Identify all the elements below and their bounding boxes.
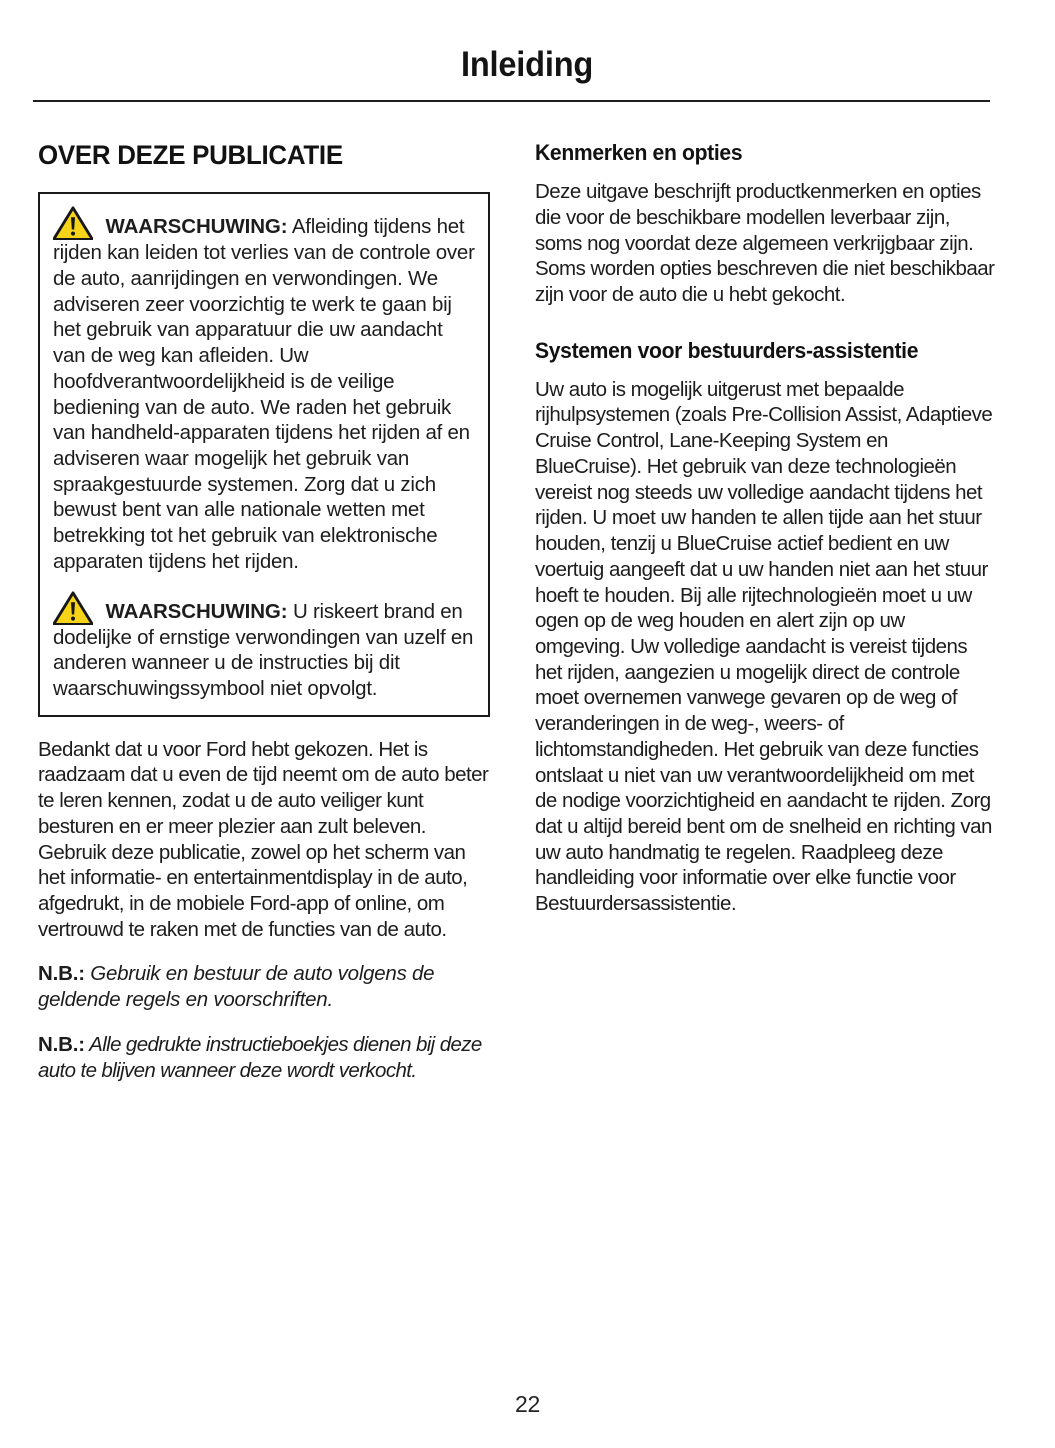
note-label: N.B.: — [38, 1032, 85, 1056]
sub-heading-kenmerken-en-opties: Kenmerken en opties — [535, 140, 743, 165]
page-footer — [0, 1391, 1055, 1418]
warning-text: Afleiding tijdens het rijden kan leiden tot verlies van de controle over de auto, aanrijdingen en verwondingen. We adviseren zeer voorzichtig te werk te gaan bij het gebruik van apparatuur die uw aandacht van de weg kan afleiden. Uw hoofdverantwoordelijkheid is de veilige bediening van de auto. We raden het gebruik van handheld-apparaten tijdens het rijden af en adviseren waar mogelijk het gebruik van spraakgestuurde systemen. Zorg dat u zich bewust bent van alle nationale wetten met betrekking tot het gebruik van elektronische apparaten tijdens het rijden. — [53, 215, 475, 573]
page-title: Inleiding — [461, 45, 594, 84]
warning-triangle-icon — [53, 206, 93, 240]
note-text: Alle gedrukte instructieboekjes dienen bij deze auto te blijven wanneer deze wordt verkocht. — [38, 1032, 482, 1082]
section-heading-over-deze-publicatie: OVER DEZE PUBLICATIE — [38, 140, 343, 170]
sub-heading-systemen-voor-bestuurdersassistentie: Systemen voor bestuurders-assistentie — [535, 337, 919, 363]
note-text: Gebruik en bestuur de auto volgens de geldende regels en voorschriften. — [38, 962, 435, 1012]
note-2 — [38, 1032, 490, 1083]
intro-paragraph: Bedankt dat u voor Ford hebt gekozen. Het is raadzaam dat u even de tijd neemt om de auto beter te leren kennen, zodat u de auto veiliger kunt besturen en er meer plezier aan zult beleven. Gebruik deze publicatie, zowel op het scherm van het informatie- en entertainmentdisplay in de auto, afgedrukt, in de mobiele Ford-app of online, om vertrouwd te raken met de functies van de auto. — [38, 737, 489, 941]
page-number: 22 — [515, 1391, 540, 1417]
warning-label: WAARSCHUWING: — [105, 215, 288, 239]
header-divider — [33, 100, 990, 102]
driver-assist-paragraph: Uw auto is mogelijk uitgerust met bepaalde rijhulpsystemen (zoals Pre-Collision Assist, Adaptieve Cruise Control, Lane-Keeping System en BlueCruise). Het gebruik van deze technologieën vereist nog steeds uw volledige aandacht tijdens het rijden. U moet uw handen te allen tijde aan het stuur houden, tenzij u BlueCruise actief bedient en uw voertuig aangeeft dat u uw handen niet aan het stuur hoeft te houden. Bij alle rijtechnologieën moet u uw ogen op de weg houden en alert zijn op uw omgeving. Uw volledige aandacht is vereist tijdens het rijden, aangezien u mogelijk direct de controle moet overnemen vanwege gevaren op de weg of veranderingen in de weg-, weers- of lichtomstandigheden. Het gebruik van deze functies ontslaat u niet van uw verantwoordelijkheid om met de nodige voorzichtigheid en aandacht te rijden. Zorg dat u altijd bereid bent om de snelheid en richting van uw auto handmatig te regelen. Raadpleeg deze handleiding voor informatie over elke functie voor Bestuurdersassistentie. — [535, 377, 993, 916]
right-column — [535, 140, 995, 917]
warning-paragraph-1 — [53, 206, 475, 574]
warning-triangle-icon — [53, 591, 93, 625]
warning-text: U riskeert brand en dodelijke of ernstige verwondingen van uzelf en anderen wanneer u de instructies bij dit waarschuwingssymbool niet opvolgt. — [53, 599, 474, 701]
note-1 — [38, 961, 490, 1012]
warning-box — [38, 192, 490, 717]
page-header — [0, 46, 1055, 85]
note-label: N.B.: — [38, 962, 85, 986]
left-column — [38, 140, 490, 1102]
features-paragraph: Deze uitgave beschrijft productkenmerken en opties die voor de beschikbare modellen leverbaar zijn, soms nog voordat deze algemeen verkrijgbaar zijn. Soms worden opties beschreven die niet beschikbaar zijn voor de auto die u hebt gekocht. — [535, 180, 995, 306]
warning-label: WAARSCHUWING: — [105, 599, 288, 623]
warning-paragraph-2 — [53, 591, 475, 702]
